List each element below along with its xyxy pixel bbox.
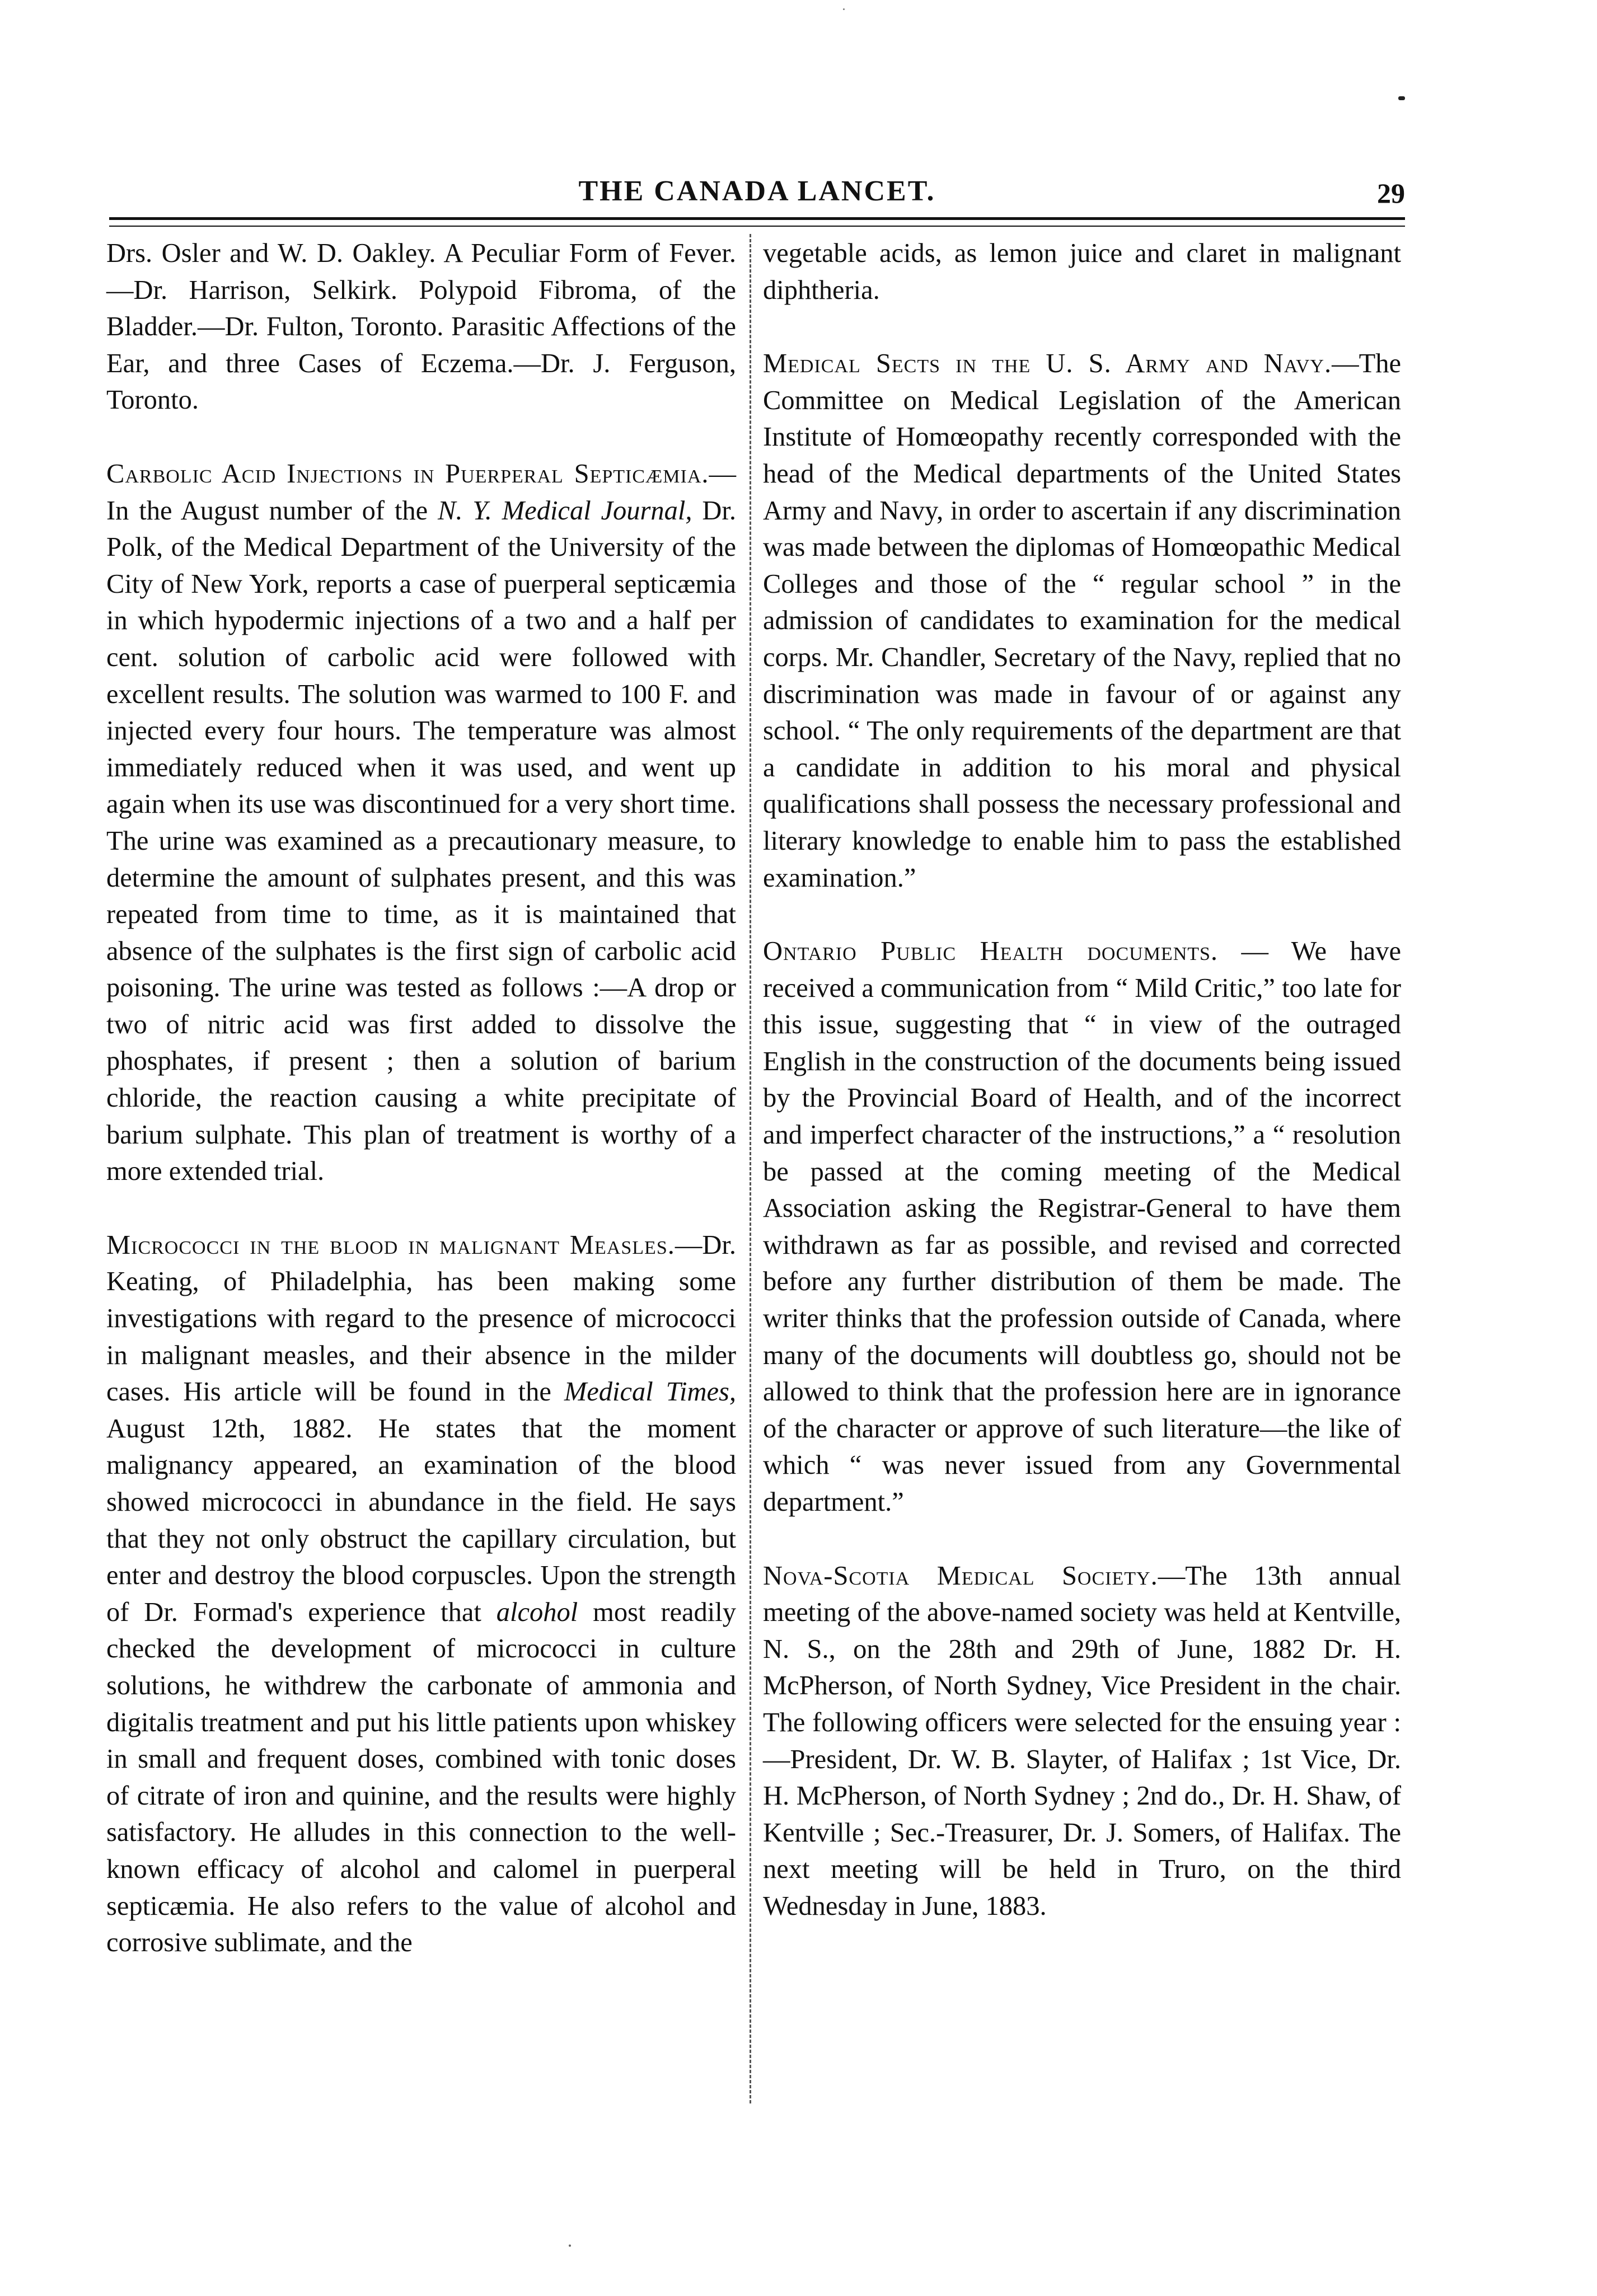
- article-ontario-health: [763, 933, 1401, 1521]
- article-heading: Carbolic Acid Injections in Puerperal Septicæmia.: [106, 458, 709, 489]
- article-micrococci: [106, 1227, 736, 1961]
- article-carbolic-acid: [106, 456, 736, 1190]
- article-text: August 12th, 1882. He states that the moment malignancy appeared, an examination of the blood showed micrococci in abundance in the field. He says that they not only obstruct the capillary circulation, but enter and destroy the blood corpuscles. Upon the strength of Dr. Formad's experience that: [106, 1413, 736, 1627]
- article-text: —The 13th annual meeting of the above-named society was held at Kentville, N. S., on the 28th and 29th of June, 1882 Dr. H. McPherson, of North Sydney, Vice President in the chair. The following officers were selected for the ensuing year :—President, Dr. W. B. Slayter, of Halifax ; 1st Vice, Dr. H. McPherson, of North Sydney ; 2nd do., Dr. H. Shaw, of Kentville ; Sec.-Treasurer, Dr. J. Somers, of Halifax. The next meeting will be held in Truro, on the third Wednesday in June, 1883.: [763, 1561, 1401, 1921]
- article-text: — We have received a communication from “ Mild Critic,” too late for this issue, suggesting that “ in view of the outraged English in the construction of the documents being issued by the Provincial Board of Health, and of the incorrect and imperfect character of the instructions,” a “ resolution be passed at the coming meeting of the Medical Association asking the Registrar-General to have them withdrawn as far as possible, and revised and corrected before any further distribution of them be made. The writer thinks that the profession outside of Canada, where many of the documents will doubtless go, should not be allowed to think that the profession here are in ignorance of the character or approve of such literature—the like of which “ was never issued from any Governmental department.”: [763, 936, 1401, 1517]
- page-header: [109, 175, 1405, 214]
- article-text: Dr. Polk, of the Medical Department of the University of the City of New York, reports a case of puerperal septicæmia in which hypodermic injections of a two and a half per cent. solution of carbolic acid were followed with excellent results. The solution was warmed to 100 F. and injected every four hours. The temperature was almost immediately reduced when it was used, and went up again when its use was discontinued for a very short time. The urine was examined as a precautionary measure, to determine the amount of sulphates present, and this was repeated from time to time, as it is maintained that absence of the sulphates is the first sign of carbolic acid poisoning. The urine was tested as follows :—A drop or two of nitric acid was first added to dissolve the phosphates, if present ; then a solution of barium chloride, the reaction causing a white precipitate of barium sulphate. This plan of treatment is worthy of a more extended trial.: [106, 495, 736, 1187]
- ink-speck: [569, 2245, 571, 2247]
- meeting-list-continuation: Drs. Osler and W. D. Oakley. A Peculiar Form of Fever.—Dr. Harrison, Selkirk. Polypoid Fibroma, of the Bladder.—Dr. Fulton, Toronto. Parasitic Affections of the Ear, and three Cases of Eczema.—Dr. J. Ferguson, Toronto.: [106, 238, 736, 415]
- ink-speck: [1398, 96, 1405, 100]
- journal-title: Medical Times,: [564, 1377, 736, 1407]
- running-title: THE CANADA LANCET.: [578, 175, 936, 207]
- header-rule-thin: [109, 226, 1405, 227]
- header-rule-thick: [109, 217, 1405, 220]
- article-text: —In the August number of the: [106, 458, 736, 526]
- ink-speck: [843, 8, 845, 10]
- article-continuation: vegetable acids, as lemon juice and claret in malignant diphtheria.: [763, 238, 1401, 305]
- page-number: 29: [1377, 177, 1405, 209]
- article-nova-scotia: [763, 1558, 1401, 1925]
- emphasis-word: alcohol: [496, 1597, 578, 1627]
- column-divider: [750, 234, 751, 2103]
- article-heading: Nova-Scotia Medical Society.: [763, 1561, 1158, 1591]
- journal-title: N. Y. Medical Journal,: [437, 495, 692, 526]
- article-heading: Ontario Public Health documents.: [763, 936, 1219, 967]
- article-heading: Medical Sects in the U. S. Army and Navy.: [763, 349, 1332, 379]
- article-heading: Micrococci in the blood in malignant Measles.: [106, 1230, 675, 1260]
- article-text: —Dr. Keating, of Philadelphia, has been making some investigations with regard to the presence of micrococci in malignant measles, and their absence in the milder cases. His article will be found in the: [106, 1230, 736, 1407]
- article-medical-sects: [763, 345, 1401, 896]
- article-text: most readily checked the development of micrococci in culture solutions, he withdrew the carbonate of ammonia and digitalis treatment and put his little patients upon whiskey in small and frequent doses, combined with tonic doses of citrate of iron and quinine, and the results were highly satisfactory. He alludes in this connection to the well-known efficacy of alcohol and calomel in puerperal septicæmia. He also refers to the value of alcohol and corrosive sublimate, and the: [106, 1597, 737, 1958]
- left-column: [106, 235, 736, 1961]
- article-text: —The Committee on Medical Legislation of the American Institute of Homœopathy recently corresponded with the head of the Medical departments of the United States Army and Navy, in order to ascertain if any discrimination was made between the diplomas of Homœopathic Medical Colleges and those of the “ regular school ” in the admission of candidates to examination for the medical corps. Mr. Chandler, Secretary of the Navy, replied that no discrimination was made in favour of or against any school. “ The only requirements of the department are that a candidate in addition to his moral and physical qualifications shall possess the necessary professional and literary knowledge to enable him to pass the established examination.”: [763, 349, 1401, 893]
- right-column: [763, 235, 1401, 1925]
